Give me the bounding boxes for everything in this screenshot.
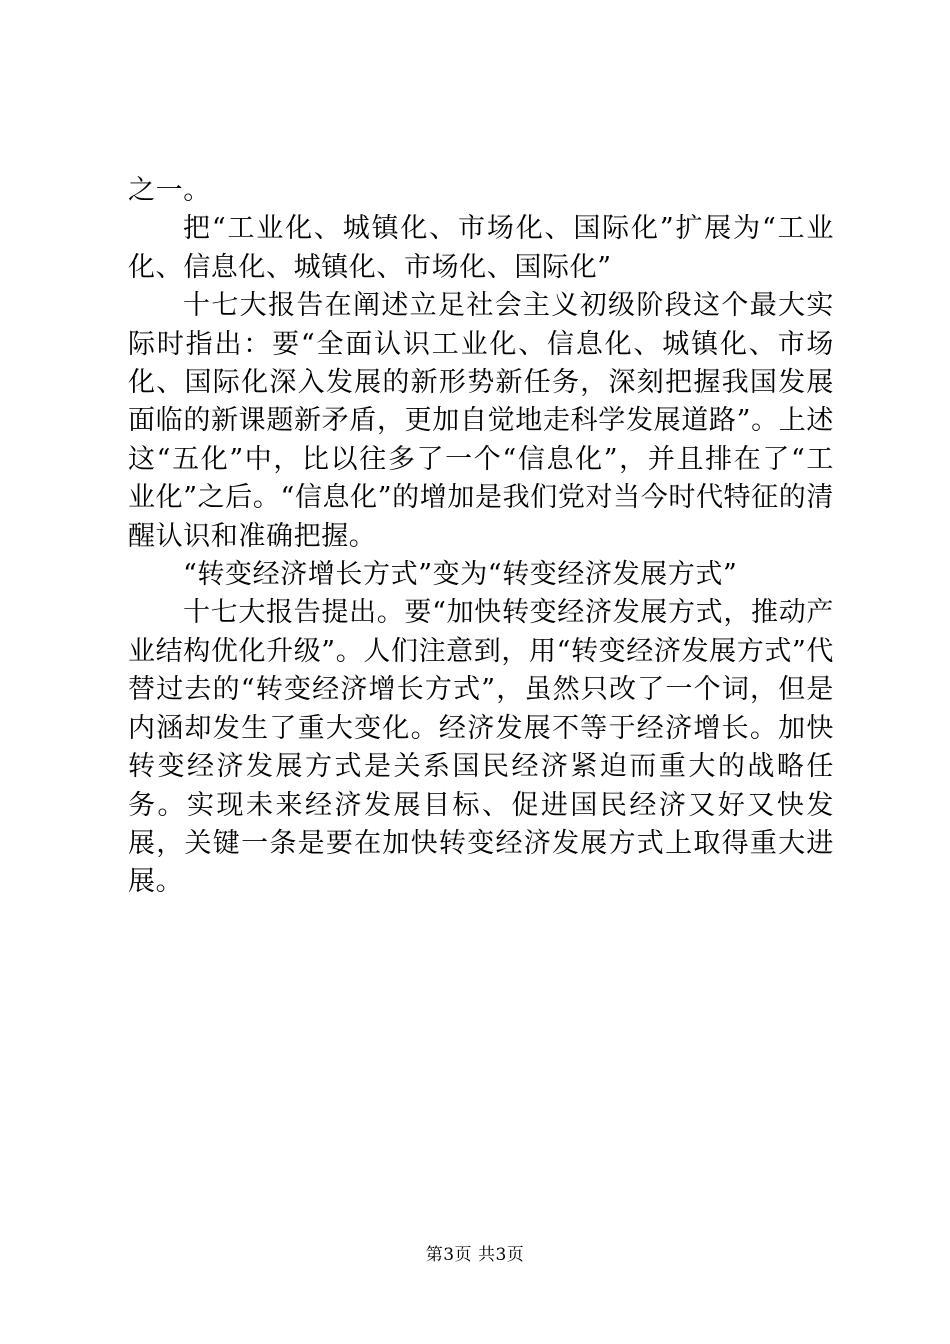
document-body	[128, 172, 834, 902]
page-footer	[0, 1244, 950, 1266]
paragraph-section-heading-informatization: 把“工业化、城镇化、市场化、国际化”扩展为“工业化、信息化、城镇化、市场化、国际化”	[128, 213, 834, 283]
paragraph-development-mode-body: 十七大报告提出。要“加快转变经济发展方式，推动产业结构优化升级”。人们注意到，用“转变经济发展方式”代替过去的“转变经济增长方式”，虽然只改了一个词，但是内涵却发生了重大变化。经济发展不等于经济增长。加快转变经济发展方式是关系国民经济紧迫而重大的战略任务。实现未来经济发展目标、促进国民经济又好又快发展，关键一条是要在加快转变经济发展方式上取得重大进展。	[128, 597, 834, 898]
paragraph-informatization-body: 十七大报告在阐述立足社会主义初级阶段这个最大实际时指出：要“全面认识工业化、信息化、城镇化、市场化、国际化深入发展的新形势新任务，深刻把握我国发展面临的新课题新矛盾，更加自觉地走科学发展道路”。上述这“五化”中，比以往多了一个“信息化”，并且排在了“工业化”之后。“信息化”的增加是我们党对当今时代特征的清醒认识和准确把握。	[128, 290, 834, 552]
page-number-label: 第3页 共3页	[425, 1245, 525, 1265]
paragraph-section-heading-development-mode: “转变经济增长方式”变为“转变经济发展方式”	[183, 559, 738, 591]
paragraph-continuation: 之一。	[128, 175, 211, 206]
